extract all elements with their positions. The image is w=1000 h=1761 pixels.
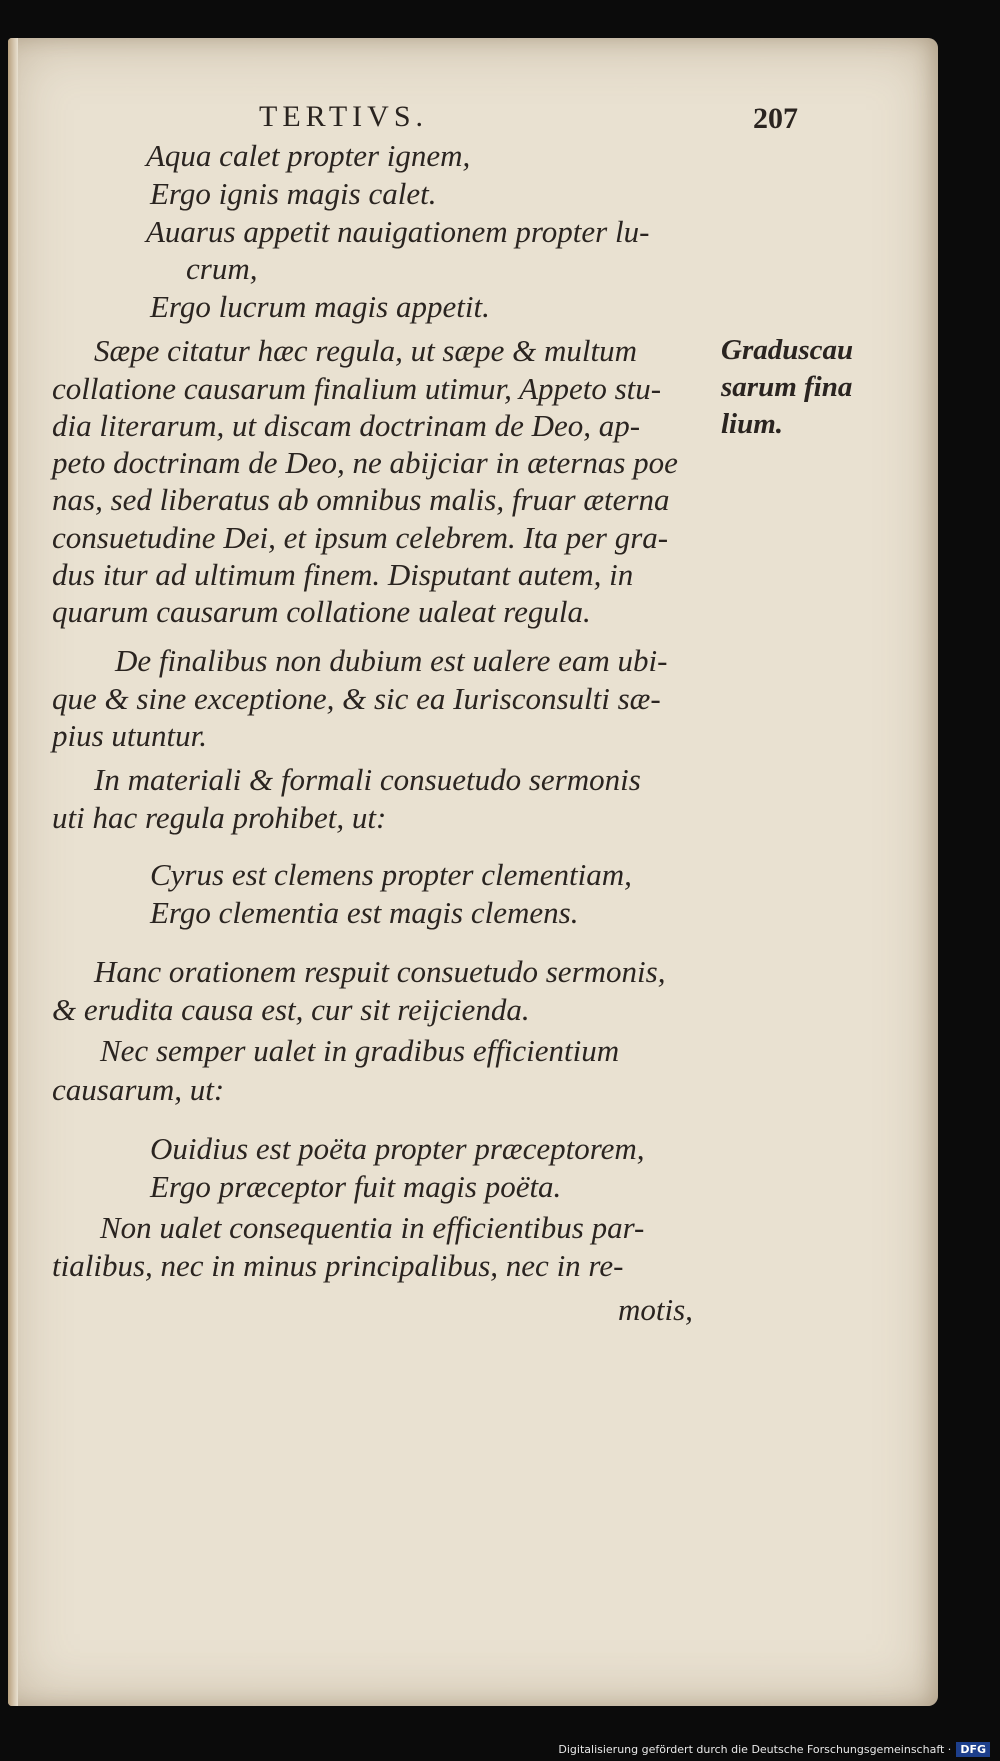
text-line: quarum causarum collatione ualeat regula. — [52, 594, 591, 629]
page-number: 207 — [753, 102, 798, 135]
text-line: dia literarum, ut discam doctrinam de Deo, ap- — [52, 408, 641, 443]
page-edge — [8, 38, 18, 1706]
text-line: Ergo præceptor fuit magis poëta. — [150, 1169, 562, 1204]
footer-credit: Digitalisierung gefördert durch die Deutsche Forschungsgemeinschaft · — [558, 1743, 952, 1756]
text-line: Ergo clementia est magis clemens. — [150, 895, 579, 930]
text-line: tialibus, nec in minus principalibus, nec in re- — [52, 1248, 624, 1283]
margin-note — [721, 332, 853, 443]
margin-note-line: sarum fina — [721, 371, 853, 403]
text-line: consuetudine Dei, et ipsum celebrem. Ita per gra- — [52, 520, 669, 555]
text-line: que & sine exceptione, & sic ea Iurisconsulti sæ- — [52, 681, 661, 716]
text-line: Sæpe citatur hæc regula, ut sæpe & multum — [94, 333, 638, 368]
text-line: dus itur ad ultimum finem. Disputant autem, in — [52, 557, 634, 592]
text-line: Ergo ignis magis calet. — [150, 176, 437, 211]
text-line: Aqua calet propter ignem, — [146, 138, 471, 173]
book-page — [8, 38, 938, 1706]
text-line: Hanc orationem respuit consuetudo sermonis, — [94, 954, 666, 989]
text-line: Auarus appetit nauigationem propter lu- — [146, 214, 650, 249]
text-line: causarum, ut: — [52, 1072, 225, 1107]
text-line: In materiali & formali consuetudo sermonis — [94, 762, 641, 797]
running-head: TERTIVS. — [259, 100, 429, 133]
text-line: Non ualet consequentia in efficientibus par- — [100, 1210, 645, 1245]
text-line: crum, — [186, 251, 258, 286]
text-line: peto doctrinam de Deo, ne abijciar in æternas poe — [52, 445, 678, 480]
margin-note-line: lium. — [721, 408, 784, 440]
text-line: De finalibus non dubium est ualere eam ubi- — [115, 643, 668, 678]
text-line: collatione causarum finalium utimur, Appeto stu- — [52, 371, 662, 406]
text-line: nas, sed liberatus ab omnibus malis, fruar æterna — [52, 482, 670, 517]
text-line: pius utuntur. — [52, 718, 208, 753]
text-line: & erudita causa est, cur sit reijcienda. — [52, 992, 530, 1027]
catchword: motis, — [618, 1292, 693, 1327]
text-line: Nec semper ualet in gradibus efficientium — [100, 1033, 620, 1068]
text-line: Ouidius est poëta propter præceptorem, — [150, 1131, 645, 1166]
margin-note-line: Graduscau — [721, 334, 854, 366]
text-line: Cyrus est clemens propter clementiam, — [150, 857, 632, 892]
text-line: Ergo lucrum magis appetit. — [150, 289, 490, 324]
digitization-footer — [558, 1742, 990, 1757]
dfg-logo: DFG — [956, 1742, 990, 1757]
text-line: uti hac regula prohibet, ut: — [52, 800, 387, 835]
